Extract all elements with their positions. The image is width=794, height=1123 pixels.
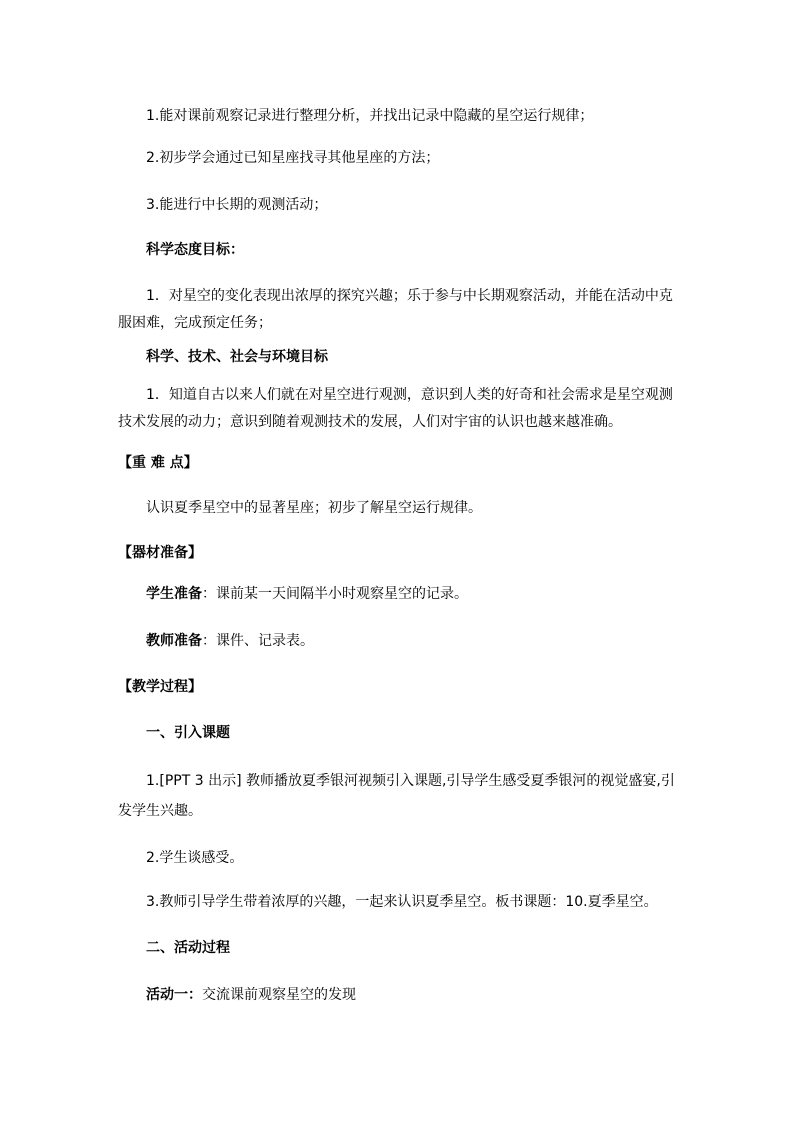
teacher-preparation [146, 633, 314, 649]
key-points-text: 认识夏季星空中的显著星座；初步了解星空运行规律。 [146, 500, 482, 516]
intro-step-1 [118, 766, 678, 826]
heading-activity-process: 二、活动过程 [146, 940, 230, 956]
heading-sts-objectives: 科学、技术、社会与环境目标 [146, 349, 328, 365]
heading-teaching-process: 【教学过程】 [118, 679, 202, 695]
objective-2: 2.初步学会通过已知星座找寻其他星座的方法； [146, 150, 440, 166]
student-preparation-text: ：课前某一天间隔半小时观察星空的记录。 [202, 586, 468, 602]
heading-key-points: 【重 难 点】 [118, 455, 198, 471]
attitude-objective-1: 1．对星空的变化表现出浓厚的探究兴趣；乐于参与中长期观察活动，并能在活动中克服困难，完成预定任务； [118, 288, 673, 331]
objective-1: 1.能对课前观察记录进行整理分析，并找出记录中隐藏的星空运行规律； [146, 108, 594, 124]
objective-3: 3.能进行中长期的观测活动； [146, 197, 328, 213]
intro-step-2: 2.学生谈感受。 [146, 850, 244, 866]
ppt-tag: 1.[PPT 3 出示] [146, 773, 242, 789]
student-preparation [146, 586, 468, 602]
teacher-preparation-text: ：课件、记录表。 [202, 633, 314, 649]
student-preparation-label: 学生准备 [146, 586, 202, 602]
intro-step-3: 3.教师引导学生带着浓厚的兴趣，一起来认识夏季星空。板书课题：10.夏季星空。 [146, 894, 658, 910]
intro-step-1-text: 教师播放夏季银河视频引入课题,引导学生感受夏季银河的视觉盛宴,引发学生兴趣。 [118, 773, 675, 819]
sts-objective-1: 1．知道自古以来人们就在对星空进行观测，意识到人类的好奇和社会需求是星空观测技术发展的动力；意识到随着观测技术的发展，人们对宇宙的认识也越来越准确。 [118, 387, 673, 430]
activity-1 [146, 987, 356, 1003]
heading-equipment: 【器材准备】 [118, 545, 202, 561]
activity-1-label: 活动一： [146, 987, 202, 1003]
heading-introduction: 一、引入课题 [146, 725, 230, 741]
activity-1-text: 交流课前观察星空的发现 [202, 987, 356, 1003]
heading-science-attitude: 科学态度目标： [146, 242, 244, 258]
teacher-preparation-label: 教师准备 [146, 633, 202, 649]
